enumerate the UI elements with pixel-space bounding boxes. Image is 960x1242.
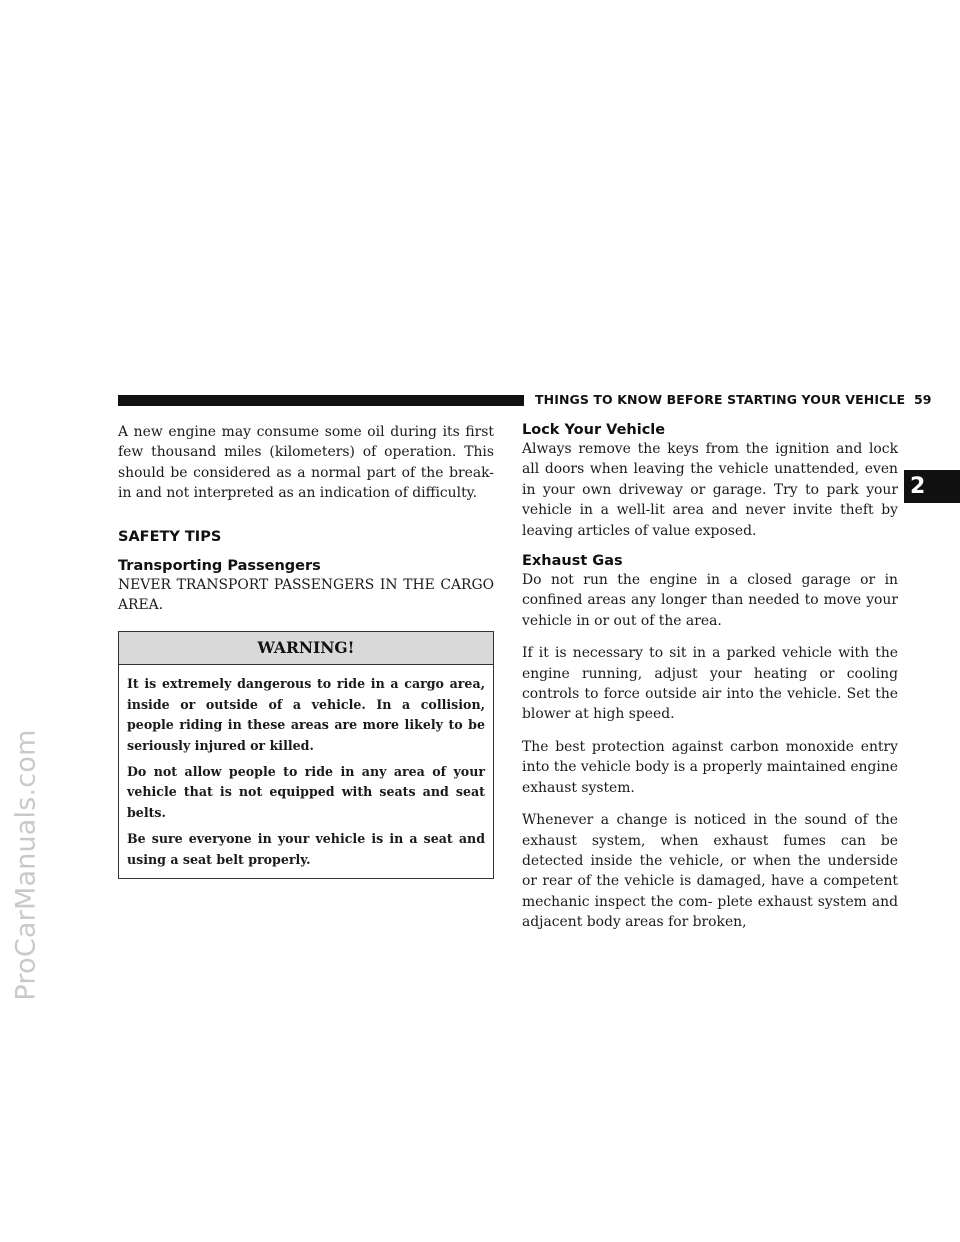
warning-box	[118, 631, 494, 879]
warning-body	[119, 665, 493, 878]
exhaust-paragraph: The best protection against carbon monoxide entry into the vehicle body is a properly maintained engine exhaust system.	[522, 738, 898, 796]
header-rule	[118, 395, 524, 406]
exhaust-paragraph: If it is necessary to sit in a parked vehicle with the engine running, adjust your heating or cooling controls to force outside air into the vehicle. Set the blower at high speed.	[522, 645, 898, 723]
transport-text: NEVER TRANSPORT PASSENGERS IN THE CARGO AREA.	[118, 576, 494, 614]
running-header	[535, 392, 932, 407]
safety-tips-heading: SAFETY TIPS	[118, 528, 222, 545]
intro-paragraph: A new engine may consume some oil during its first few thousand miles (kilometers) of operation. This should be considered as a normal part of the break-in and not interpreted as an indication of difficulty.	[118, 424, 494, 502]
exhaust-paragraph: Whenever a change is noticed in the sound of the exhaust system, when exhaust fumes can be detected inside the vehicle, or when the underside or rear of the vehicle is damaged, have a competent mechanic inspect the com- plete exhaust system and adjacent body areas for broken,	[522, 812, 898, 931]
lock-vehicle-heading: Lock Your Vehicle	[522, 422, 666, 438]
warning-title: WARNING!	[119, 632, 493, 665]
right-column	[522, 422, 898, 945]
section-title: THINGS TO KNOW BEFORE STARTING YOUR VEHICLE	[535, 392, 906, 407]
lock-vehicle-text: Always remove the keys from the ignition and lock all doors when leaving the vehicle unattended, even in your own driveway or garage. Try to park your vehicle in a well-lit area and never invite theft by leaving articles of value exposed.	[522, 441, 898, 539]
warning-paragraph: Be sure everyone in your vehicle is in a seat and using a seat belt properly.	[127, 831, 485, 867]
watermark	[6, 505, 46, 1225]
exhaust-gas-heading: Exhaust Gas	[522, 553, 623, 570]
chapter-tab: 2	[904, 470, 960, 503]
warning-paragraph: Do not allow people to ride in any area of your vehicle that is not equipped with seats and seat belts.	[127, 764, 485, 820]
watermark-text: ProCarManuals.com	[10, 729, 42, 1001]
left-column	[118, 422, 494, 879]
exhaust-paragraph: Do not run the engine in a closed garage or in confined areas any longer than needed to move your vehicle in or out of the area.	[522, 572, 898, 629]
transporting-passengers-heading: Transporting Passengers	[118, 557, 321, 574]
page-number: 59	[914, 392, 932, 407]
warning-paragraph: It is extremely dangerous to ride in a cargo area, inside or outside of a vehicle. In a collision, people riding in these areas are more likely to be seriously injured or killed.	[127, 676, 485, 753]
